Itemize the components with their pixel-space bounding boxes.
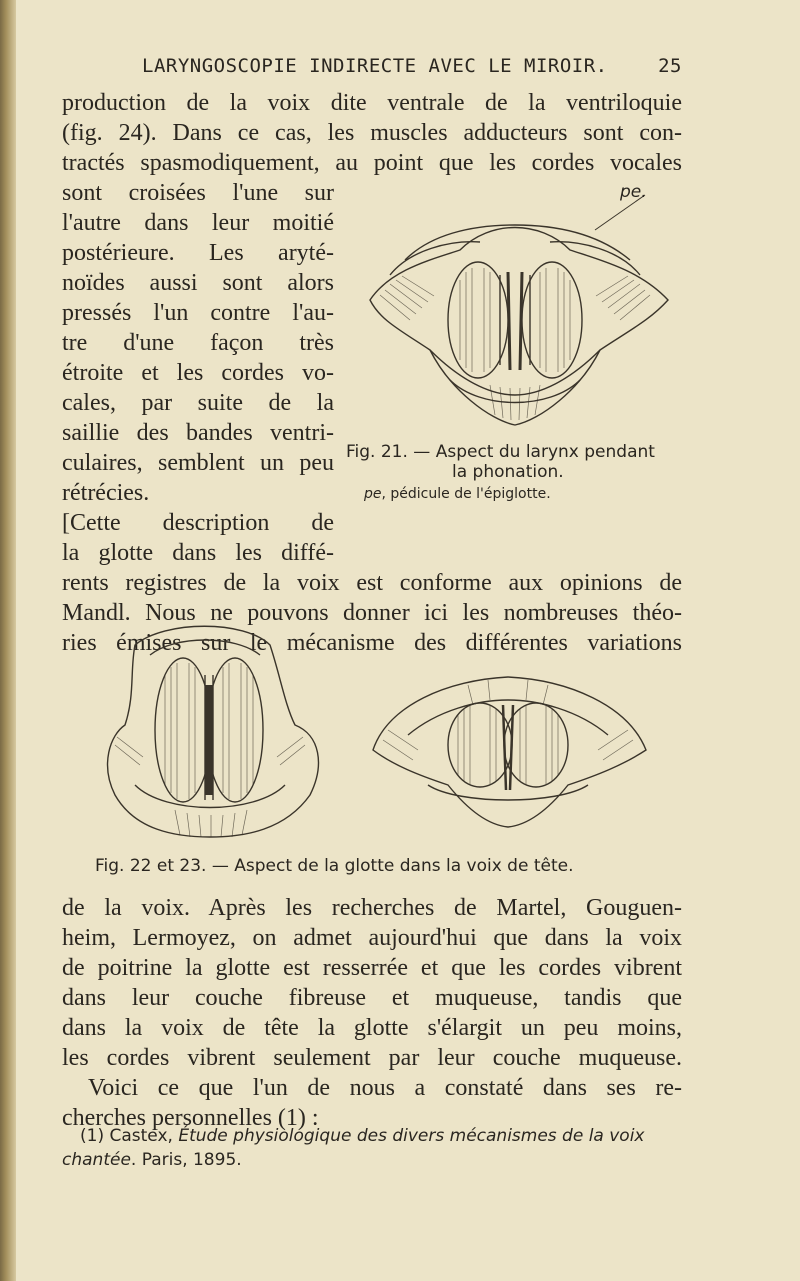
body-line: ries émises sur le mécanisme des différentes variations: [62, 630, 682, 656]
body-line: postérieure. Les aryté-: [62, 240, 334, 266]
figure-23-glottis-illustration: [368, 665, 650, 845]
body-line: pressés l'un contre l'au-: [62, 300, 334, 326]
body-line: rétrécies.: [62, 480, 150, 506]
body-line: culaires, semblent un peu: [62, 450, 334, 476]
body-line: cales, par suite de la: [62, 390, 334, 416]
body-line: dans leur couche fibreuse et muqueuse, tandis que: [62, 985, 682, 1011]
body-line: étroite et les cordes vo-: [62, 360, 334, 386]
body-line: production de la voix dite ventrale de la ventriloquie: [62, 90, 682, 116]
body-line: tractés spasmodiquement, au point que les cordes vocales: [62, 150, 682, 176]
body-line: tre d'une façon très: [62, 330, 334, 356]
running-head: [82, 55, 682, 83]
body-line: la glotte dans les diffé-: [62, 540, 334, 566]
footnote-title: Étude physiologique des divers mécanismes de la voix: [178, 1126, 645, 1146]
body-line: heim, Lermoyez, on admet aujourd'hui que dans la voix: [62, 925, 682, 951]
body-line: les cordes vibrent seulement par leur couche muqueuse.: [62, 1045, 682, 1071]
figure-21-pe-label: pe.: [620, 182, 647, 202]
body-line: Voici ce que l'un de nous a constaté dans ses re-: [88, 1075, 682, 1101]
running-head-title: LARYNGOSCOPIE INDIRECTE AVEC LE MIROIR.: [142, 55, 608, 77]
figure-21-caption-line2: la phonation.: [452, 462, 564, 482]
book-spine-shadow: [0, 0, 16, 1281]
body-line: de la voix. Après les recherches de Martel, Gouguen-: [62, 895, 682, 921]
page-number: 25: [658, 55, 682, 77]
figure-21-caption: Fig. 21. — Aspect du larynx pendant: [346, 442, 655, 462]
body-line: saillie des bandes ventri-: [62, 420, 334, 446]
body-line: rents registres de la voix est conforme aux opinions de: [62, 570, 682, 596]
footnote-prefix: (1) Castex,: [80, 1126, 179, 1146]
body-line: noïdes aussi sont alors: [62, 270, 334, 296]
figure-21-larynx-illustration: [350, 180, 680, 435]
legend-text: , pédicule de l'épiglotte.: [381, 486, 551, 502]
body-line: sont croisées l'une sur: [62, 180, 334, 206]
footnote-line2: [62, 1148, 682, 1172]
figure-21-legend: [364, 484, 551, 505]
legend-abbrev: pe: [364, 486, 382, 502]
body-line: cherches personnelles (1) :: [62, 1105, 319, 1131]
body-line: de poitrine la glotte est resserrée et que les cordes vibrent: [62, 955, 682, 981]
footnote-suffix: . Paris, 1895.: [130, 1150, 242, 1170]
body-line: l'autre dans leur moitié: [62, 210, 334, 236]
figure-22-glottis-illustration: [95, 615, 330, 845]
body-line: [Cette description de: [62, 510, 334, 536]
footnote: [80, 1124, 682, 1148]
figure-22-23-caption: Fig. 22 et 23. — Aspect de la glotte dans la voix de tête.: [95, 856, 574, 876]
footnote-title-2: chantée: [62, 1150, 131, 1170]
body-line: (fig. 24). Dans ce cas, les muscles adducteurs sont con-: [62, 120, 682, 146]
body-line: dans la voix de tête la glotte s'élargit un peu moins,: [62, 1015, 682, 1041]
body-line: Mandl. Nous ne pouvons donner ici les nombreuses théo-: [62, 600, 682, 626]
